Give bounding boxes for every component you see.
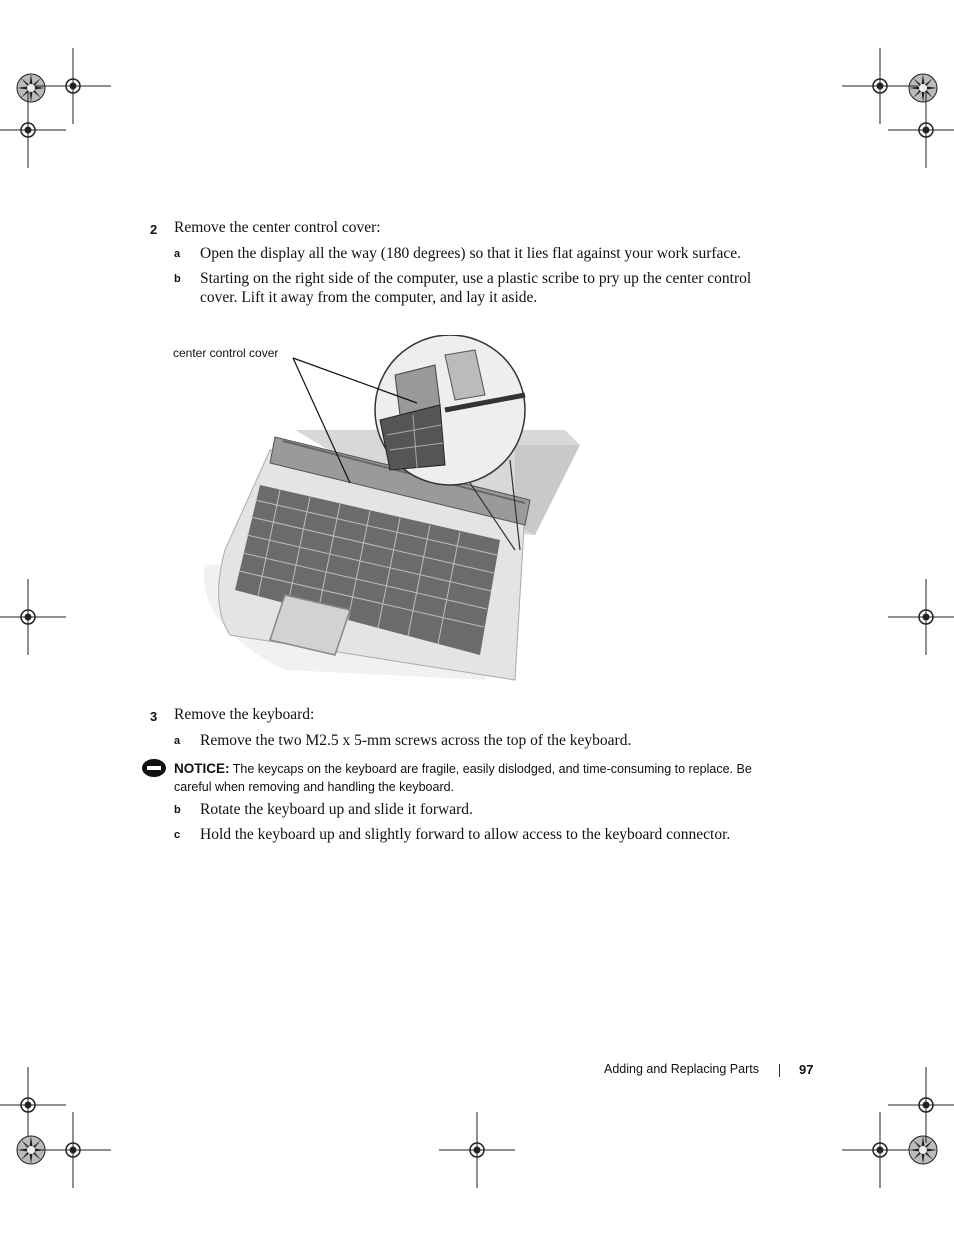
step-number: 3: [150, 709, 158, 724]
sub-step-letter: b: [174, 804, 181, 816]
sub-step-letter: c: [174, 829, 181, 841]
sub-step-text: Remove the two M2.5 x 5-mm screws across the top of the keyboard.: [200, 732, 632, 749]
sub-step-letter: a: [174, 735, 181, 747]
page-number: 97: [799, 1062, 814, 1077]
footer-section-title: Adding and Replacing Parts: [604, 1062, 759, 1076]
notice-icon: [141, 758, 167, 778]
sub-step-letter: a: [174, 248, 181, 260]
sub-step-text: Starting on the right side of the computer, use a plastic scribe to pry up the center control cover. Lift it away from the computer, and lay it aside.: [200, 270, 752, 306]
laptop-illustration: [165, 335, 605, 685]
step-text: Remove the center control cover:: [174, 219, 381, 236]
step-number: 2: [150, 222, 158, 237]
figure-callout-label: center control cover: [173, 346, 279, 360]
notice-text: The keycaps on the keyboard are fragile, easily dislodged, and time-consuming to replace. Be careful when removing and handling the keyboard.: [174, 762, 752, 794]
sub-step-letter: b: [174, 273, 181, 285]
footer-separator: [779, 1064, 780, 1077]
sub-step-text: Rotate the keyboard up and slide it forward.: [200, 801, 473, 818]
step-text: Remove the keyboard:: [174, 706, 315, 723]
sub-step-text: Open the display all the way (180 degrees) so that it lies flat against your work surface.: [200, 245, 742, 262]
sub-step-text: Hold the keyboard up and slightly forward to allow access to the keyboard connector.: [200, 826, 731, 843]
notice-block: [174, 760, 774, 796]
notice-label: NOTICE:: [174, 761, 230, 776]
